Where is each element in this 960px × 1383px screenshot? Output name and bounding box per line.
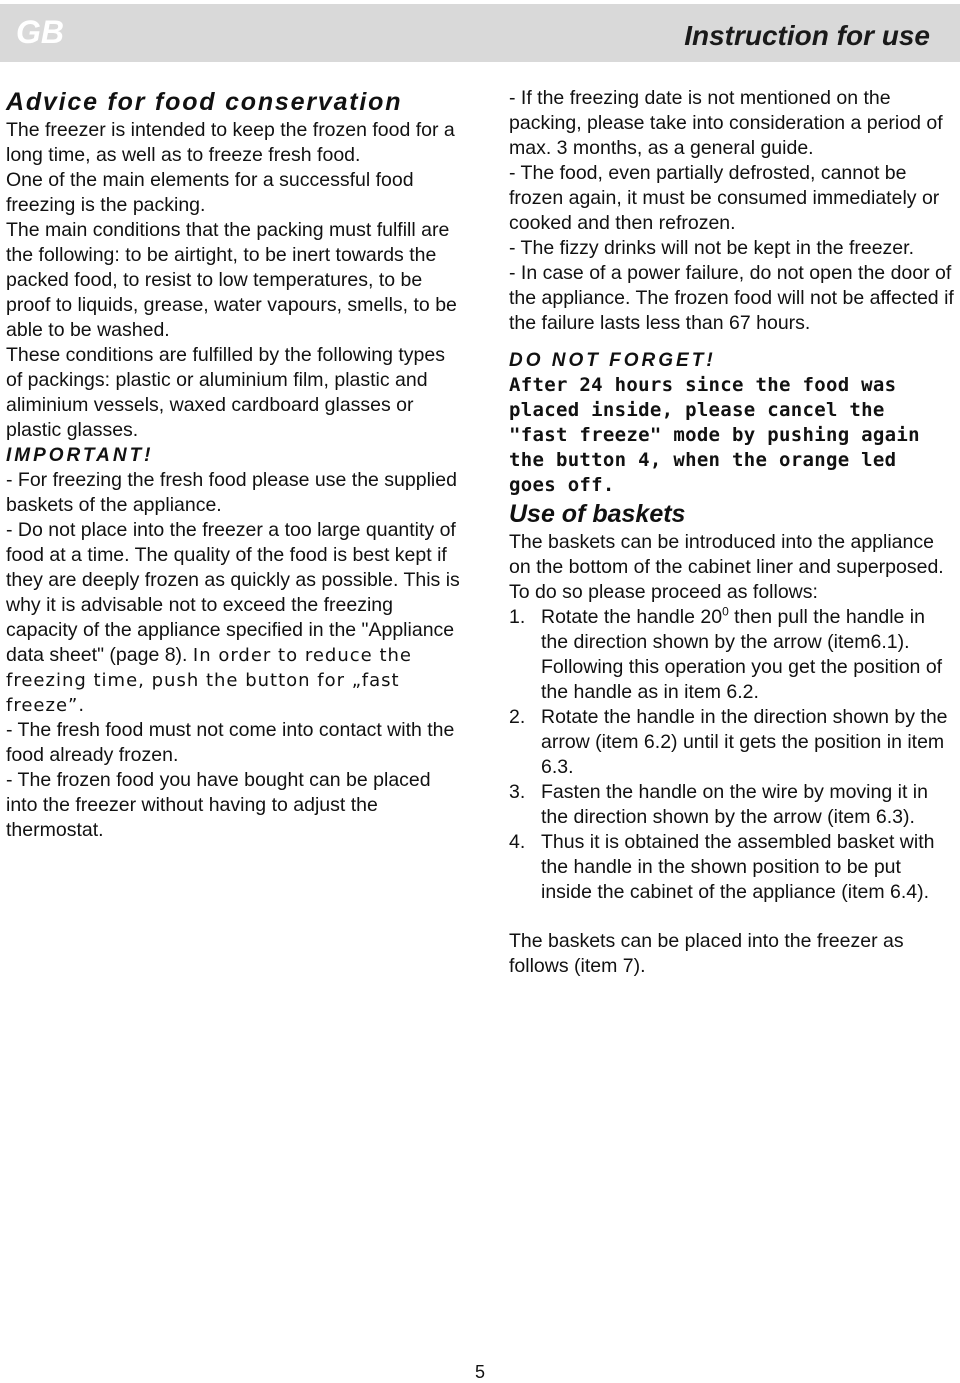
paragraph — [6, 518, 464, 718]
section-heading-food-conservation: Advice for food conservation — [6, 88, 403, 116]
paragraph: - The food, even partially defrosted, cannot be frozen again, it must be consumed immediately or cooked and then refrozen. — [509, 162, 940, 234]
section-heading-baskets: Use of baskets — [509, 500, 686, 528]
step-text: then pull the handle in the direction shown by the arrow (item6.1). Following this operation you get the position of the handle as in item 6.2. — [541, 606, 943, 703]
paragraph: The baskets can be introduced into the appliance on the bottom of the cabinet liner and superposed. To do so please proceed as follows: — [509, 531, 944, 603]
important-label: IMPORTANT! — [6, 445, 154, 466]
step-text: Fasten the handle on the wire by moving it in the direction shown by the arrow (item 6.3). — [541, 781, 928, 828]
paragraph: - For freezing the fresh food please use the supplied baskets of the appliance. — [6, 469, 457, 516]
basket-steps-list — [509, 605, 955, 905]
do-not-forget-label: DO NOT FORGET! — [509, 350, 716, 371]
paragraph: The freezer is intended to keep the frozen food for a long time, as well as to freeze fresh food. — [6, 119, 455, 166]
list-item — [509, 780, 955, 830]
paragraph: - If the freezing date is not mentioned on the packing, please take into consideration a period of max. 3 months, as a general guide. — [509, 87, 943, 159]
paragraph: - The fizzy drinks will not be kept in the freezer. — [509, 237, 914, 259]
language-code: GB — [16, 14, 64, 50]
paragraph: - The fresh food must not come into contact with the food already frozen. — [6, 719, 455, 766]
list-item — [509, 605, 955, 705]
paragraph: These conditions are fulfilled by the following types of packings: plastic or aluminium film, plastic and aliminium vessels, waxed cardboard glasses or plastic glasses. — [6, 344, 445, 441]
step-text: Rotate the handle 20 — [541, 606, 723, 628]
paragraph: - The frozen food you have bought can be placed into the freezer without having to adjust the thermostat. — [6, 769, 431, 841]
document-title: Instruction for use — [684, 20, 930, 51]
step-number: 2. — [509, 706, 526, 728]
list-item — [509, 705, 955, 780]
right-column — [509, 86, 955, 979]
superscript: 0 — [722, 604, 729, 619]
paragraph: The baskets can be placed into the freezer as follows (item 7). — [509, 930, 904, 977]
paragraph-text: - Do not place into the freezer a too large quantity of food at a time. The quality of the food is best kept if they are deeply frozen as quickly as possible. This is why it is advisable not to exceed the freezing capacity of the appliance specified in the "Appliance data sheet" (page 8). — [6, 519, 460, 666]
left-column — [6, 86, 464, 843]
fast-freeze-note: In order to reduce the freezing time, push the button for „fast freeze”. — [6, 645, 412, 716]
page-header — [0, 4, 960, 62]
paragraph: One of the main elements for a successful food freezing is the packing. — [6, 169, 414, 216]
list-item — [509, 830, 955, 905]
step-number: 1. — [509, 606, 526, 628]
step-text: Thus it is obtained the assembled basket with the handle in the shown position to be put inside the cabinet of the appliance (item 6.4). — [541, 831, 935, 903]
paragraph: The main conditions that the packing must fulfill are the following: to be airtight, to be inert towards the packed food, to resist to low temperatures, to be proof to liquids, grease, water vapours, smells, to be able to be washed. — [6, 219, 457, 341]
page-number: 5 — [474, 1362, 485, 1382]
do-not-forget-text: After 24 hours since the food was placed inside, please cancel the "fast freeze" mode by pushing again the button 4, when the orange led goes off. — [509, 374, 920, 496]
paragraph: - In case of a power failure, do not open the door of the appliance. The frozen food will not be affected if the failure lasts less than 67 hours. — [509, 262, 954, 334]
step-number: 3. — [509, 781, 526, 803]
step-number: 4. — [509, 831, 526, 853]
step-text: Rotate the handle in the direction shown by the arrow (item 6.2) until it gets the position in item 6.3. — [541, 706, 948, 778]
